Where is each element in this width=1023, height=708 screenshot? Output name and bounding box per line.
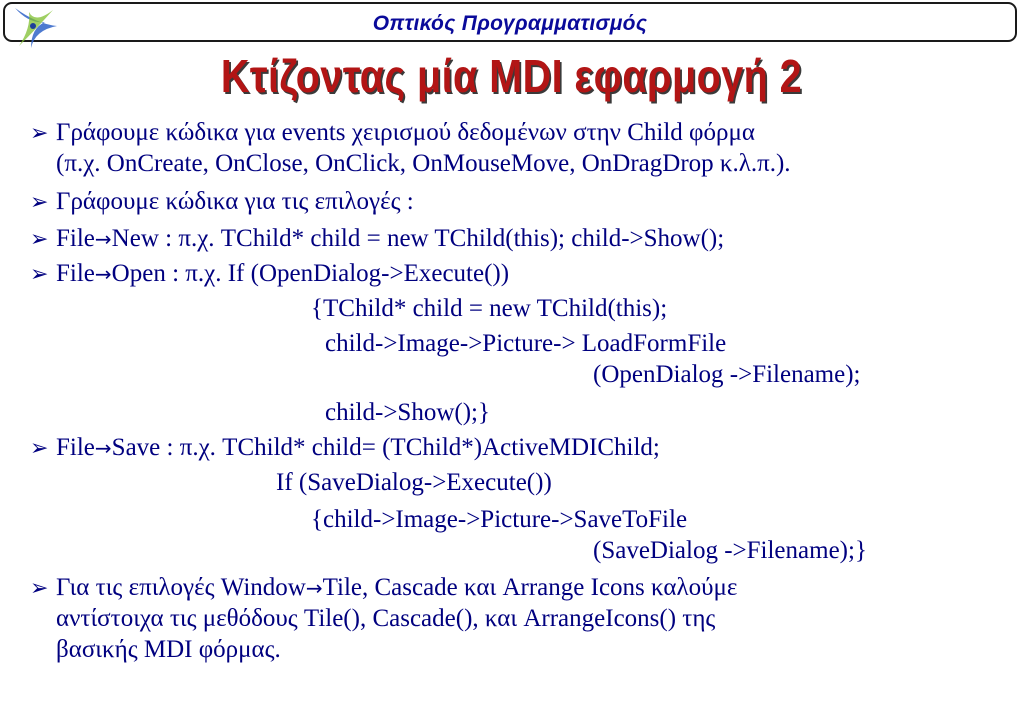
code-line: (OpenDialog ->Filename); xyxy=(593,361,861,388)
text-line: (π.χ. OnCreate, OnClose, OnClick, OnMouseMove, OnDragDrop κ.λ.π.). xyxy=(56,150,791,177)
text-line: βασικής MDI φόρμας. xyxy=(56,636,281,663)
header-bar xyxy=(3,2,1017,42)
text-fragment: Για τις επιλογές Window xyxy=(56,574,306,601)
menu-name: File xyxy=(56,225,95,252)
arrow-icon: → xyxy=(94,262,112,286)
arrow-icon: → xyxy=(305,576,323,600)
arrow-icon: → xyxy=(94,436,112,460)
text-fragment: Open : π.χ. If (OpenDialog->Execute()) xyxy=(111,260,510,287)
bullet-icon: ➢ xyxy=(30,189,49,214)
menu-name: File xyxy=(56,434,95,461)
header-title: Οπτικός Προγραμματισμός xyxy=(372,12,648,35)
text-line: Γράφουμε κώδικα για events χειρισμού δεδομένων στην Child φόρμα xyxy=(56,119,755,146)
bullet-icon: ➢ xyxy=(30,226,49,251)
code-line: {TChild* child = new TChild(this); xyxy=(311,295,668,322)
text-line xyxy=(56,572,737,604)
arrow-icon: → xyxy=(94,227,112,251)
code-line: {child->Image->Picture->SaveToFile xyxy=(311,506,688,533)
code-line: child->Show();} xyxy=(325,399,490,426)
text-fragment: Save : π.χ. TChild* child= (TChild*)ActiveMDIChild; xyxy=(111,434,660,461)
bullet-icon: ➢ xyxy=(30,261,49,286)
text-line xyxy=(56,258,509,290)
bullet-icon: ➢ xyxy=(30,435,49,460)
code-line: child->Image->Picture-> LoadFormFile xyxy=(325,330,727,357)
text-line: αντίστοιχα τις μεθόδους Tile(), Cascade(), και ArrangeIcons() της xyxy=(56,605,716,632)
text-fragment: New : π.χ. TChild* child = new TChild(this); child->Show(); xyxy=(111,225,725,252)
code-line: If (SaveDialog->Execute()) xyxy=(276,469,552,496)
text-line: Γράφουμε κώδικα για τις επιλογές : xyxy=(56,188,414,215)
code-line: (SaveDialog ->Filename);} xyxy=(593,537,867,564)
bullet-icon: ➢ xyxy=(30,120,49,145)
text-line xyxy=(56,223,724,255)
bullet-icon: ➢ xyxy=(30,575,49,600)
menu-name: File xyxy=(56,260,95,287)
text-fragment: Tile, Cascade και Arrange Icons καλούμε xyxy=(322,574,738,601)
slide-title: Κτίζοντας μία MDI εφαρμογή 2 xyxy=(220,50,803,102)
text-line xyxy=(56,432,660,464)
